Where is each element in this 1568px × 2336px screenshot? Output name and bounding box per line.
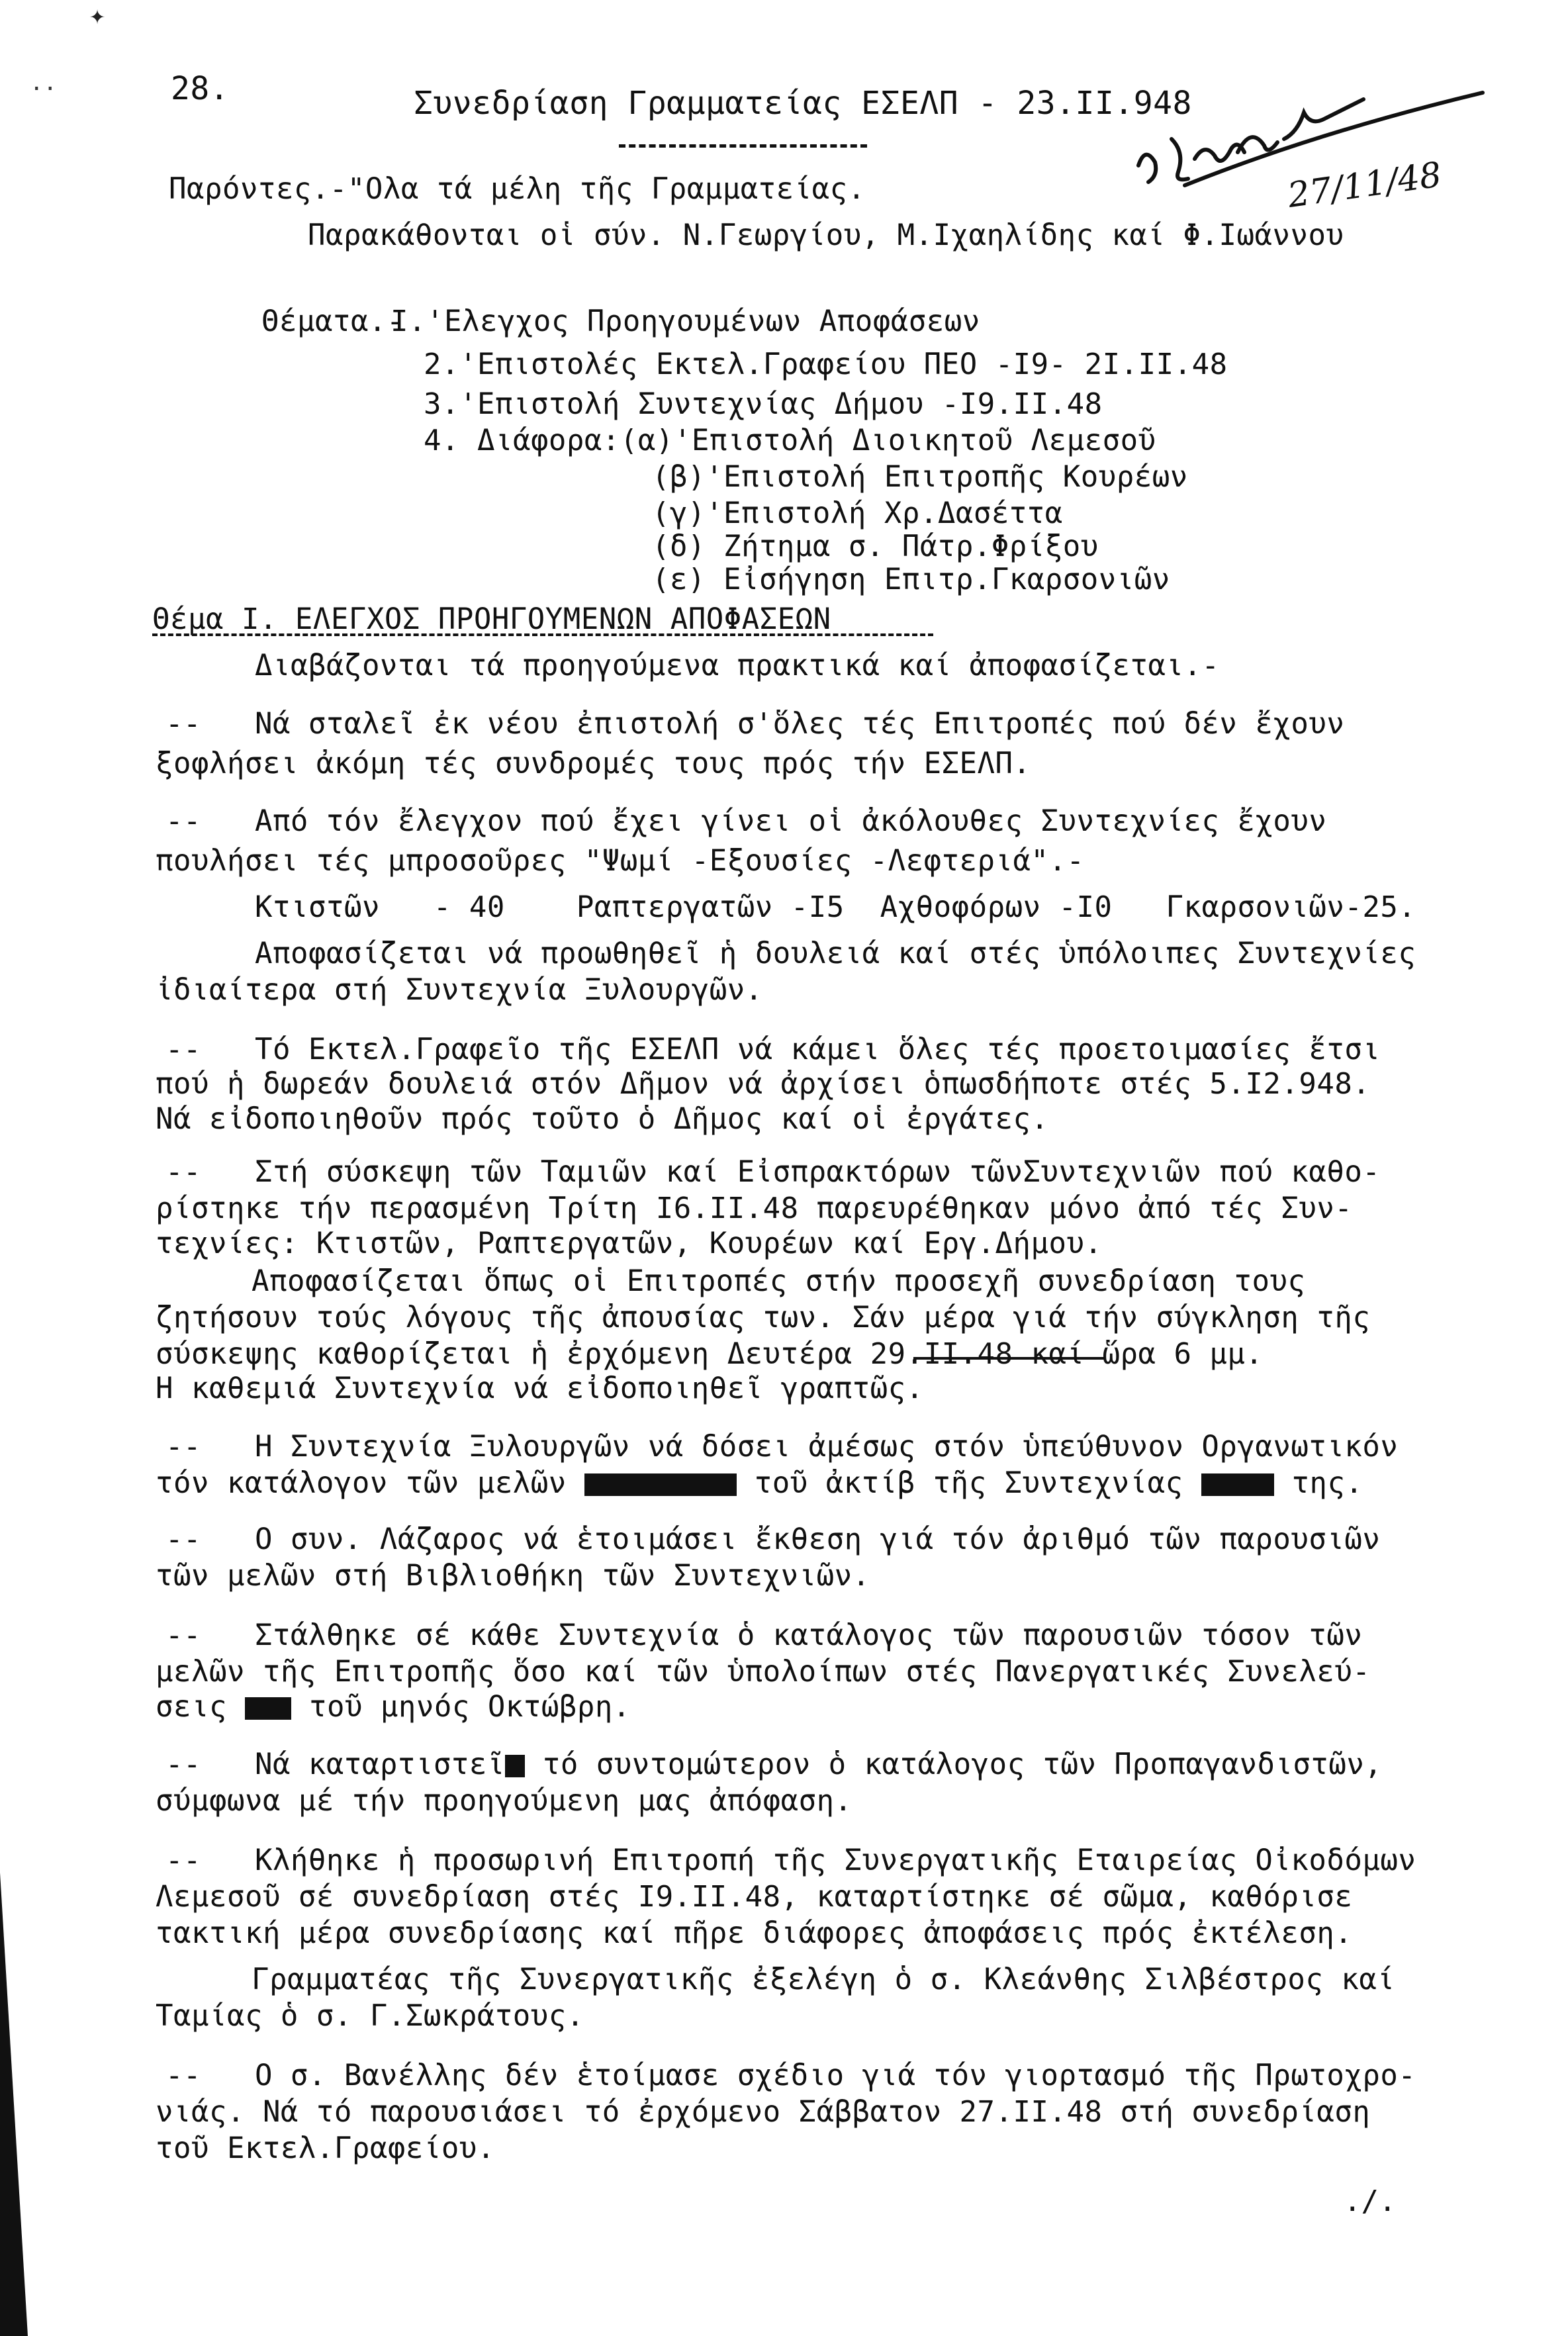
body-p8-line-2: τόν κατάλογον τῶν μελῶν τοῦ ἀκτίβ τῆς Συντεχνίας της. bbox=[156, 1466, 1363, 1500]
body-p7-line-7: Η καθεμιά Συντεχνία νά εἰδοποιηθεῖ γραπτῶς. bbox=[156, 1372, 924, 1405]
body-p11-line-1: -- Νά καταρτιστεῖ τό συντομώτερον ὁ κατάλογος τῶν Προπαγανδιστῶν, bbox=[165, 1748, 1383, 1781]
body-p9-line-2: τῶν μελῶν στή Βιβλιοθήκη τῶν Συντεχνιῶν. bbox=[156, 1559, 870, 1593]
agenda-item-1: I.'Ελεγχος Προηγουμένων Αποφάσεων bbox=[391, 304, 980, 338]
body-p2-line-1: -- Νά σταλεῖ ἐκ νέου ἐπιστολή σ'ὅλες τές Επιτροπές πού δέν ἔχουν bbox=[165, 707, 1345, 741]
title-underline bbox=[619, 144, 867, 148]
agenda-lead: Θέματα.- bbox=[261, 304, 404, 338]
document-title: Συνεδρίαση Γραμματείας ΕΣΕΛΠ - 23.II.948 bbox=[414, 85, 1192, 122]
agenda-item-4: 4. Διάφορα:(α)'Επιστολή Διοικητοῦ Λεμεσοῦ bbox=[424, 424, 1156, 457]
attendance-present: Παρόντες.-"Ολα τά μέλη τῆς Γραμματείας. bbox=[169, 172, 866, 206]
agenda-item-3: 3.'Επιστολή Συντεχνίας Δήμου -I9.II.48 bbox=[424, 387, 1103, 421]
scan-edge-shadow bbox=[0, 1873, 28, 2336]
body-p5-line-1: Αποφασίζεται νά προωθηθεῖ ἡ δουλειά καί στές ὑπόλοιπες Συντεχνίες bbox=[255, 937, 1416, 970]
continuation-mark: ./. bbox=[1344, 2184, 1397, 2218]
section-heading-underline bbox=[152, 633, 933, 636]
body-p6-line-1: -- Τό Εκτελ.Γραφεῖο τῆς ΕΣΕΛΠ νά κάμει ὅλες τές προετοιμασίες ἔτσι bbox=[165, 1033, 1381, 1066]
body-p7-line-4: Αποφασίζεται ὅπως οἱ Επιτροπές στήν προσεχῆ συνεδρίαση τους bbox=[252, 1264, 1306, 1298]
body-paragraph-1: Διαβάζονται τά προηγούμενα πρακτικά καί ἀποφασίζεται.- bbox=[255, 649, 1220, 682]
body-p7-line-5: ζητήσουν τούς λόγους τῆς ἀπουσίας των. Σάν μέρα γιά τήν σύγκληση τῆς bbox=[156, 1301, 1371, 1334]
body-p13-line-1: Γραμματέας τῆς Συνεργατικῆς ἐξελέγη ὁ σ. Κλεάνθης Σιλβέστρος καί bbox=[252, 1963, 1395, 1996]
body-p12-line-1: -- Κλήθηκε ἡ προσωρινή Επιτροπή τῆς Συνεργατικῆς Εταιρείας Οἰκοδόμων bbox=[165, 1844, 1416, 1877]
body-p3-line-1: -- Από τόν ἔλεγχον πού ἔχει γίνει οἱ ἀκόλουθες Συντεχνίες ἔχουν bbox=[165, 804, 1327, 838]
agenda-item-2: 2.'Επιστολές Εκτελ.Γραφείου ΠΕΟ -I9- 2I.II.48 bbox=[424, 348, 1228, 381]
corner-mark: ✦ bbox=[89, 0, 106, 30]
body-p6-line-2: πού ἡ δωρεάν δουλειά στόν Δῆμον νά ἀρχίσει ὁπωσδήποτε στές 5.I2.948. bbox=[156, 1067, 1371, 1101]
body-p9-line-1: -- Ο συν. Λάζαρος νά ἑτοιμάσει ἔκθεση γιά τόν ἀριθμό τῶν παρουσιῶν bbox=[165, 1522, 1381, 1556]
body-p10-line-3: σεις τοῦ μηνός Οκτώβρη. bbox=[156, 1690, 631, 1724]
body-p12-line-2: Λεμεσοῦ σέ συνεδρίαση στές I9.II.48, καταρτίστηκε σέ σῶμα, καθόρισε bbox=[156, 1880, 1353, 1914]
body-p14-line-2: νιάς. Νά τό παρουσιάσει τό ἐρχόμενο Σάββατον 27.II.48 στή συνεδρίαση bbox=[156, 2095, 1371, 2129]
meeting-date-underline bbox=[913, 1357, 1105, 1360]
section-heading: Θέμα I. ΕΛΕΓΧΟΣ ΠΡΟΗΓΟΥΜΕΝΩΝ ΑΠΟΦΑΣΕΩΝ bbox=[152, 602, 831, 636]
page-number: 28. bbox=[171, 70, 230, 107]
body-p7-line-3: τεχνίες: Κτιστῶν, Ραπτεργατῶν, Κουρέων καί Εργ.Δήμου. bbox=[156, 1227, 1103, 1260]
body-p14-line-3: τοῦ Εκτελ.Γραφείου. bbox=[156, 2131, 495, 2165]
agenda-subitem-c: (γ)'Επιστολή Χρ.Δασέττα bbox=[652, 496, 1063, 530]
body-p5-line-2: ἰδιαίτερα στή Συντεχνία Ξυλουργῶν. bbox=[156, 973, 763, 1007]
agenda-subitem-d: (δ) Ζήτημα σ. Πάτρ.Φρίξου bbox=[652, 530, 1099, 563]
body-p14-line-1: -- Ο σ. Βανέλλης δέν ἑτοίμασε σχέδιο γιά τόν γιορτασμό τῆς Πρωτοχρο- bbox=[165, 2059, 1416, 2092]
agenda-subitem-e: (ε) Εἰσήγηση Επιτρ.Γκαρσονιῶν bbox=[652, 563, 1170, 596]
body-p4: Κτιστῶν - 40 Ραπτεργατῶν -I5 Αχθοφόρων -I0 Γκαρσονιῶν-25. bbox=[255, 890, 1416, 924]
body-p12-line-3: τακτική μέρα συνεδρίασης καί πῆρε διάφορες ἀποφάσεις πρός ἐκτέλεση. bbox=[156, 1916, 1353, 1950]
body-p7-line-1: -- Στή σύσκεψη τῶν Ταμιῶν καί Εἰσπρακτόρων τῶνΣυντεχνιῶν πού καθο- bbox=[165, 1155, 1381, 1189]
body-p8-line-1: -- Η Συντεχνία Ξυλουργῶν νά δόσει ἀμέσως στόν ὑπεύθυνον Οργανωτικόν bbox=[165, 1430, 1399, 1464]
margin-dots: .. bbox=[30, 70, 57, 96]
handwritten-date: 27/11/48 bbox=[1285, 155, 1444, 216]
body-p7-line-2: ρίστηκε τήν περασμένη Τρίτη I6.II.48 παρευρέθηκαν μόνο ἀπό τές Συν- bbox=[156, 1191, 1353, 1225]
body-p10-line-1: -- Στάλθηκε σέ κάθε Συντεχνία ὁ κατάλογος τῶν παρουσιῶν τόσον τῶν bbox=[165, 1618, 1363, 1652]
body-p11-line-2: σύμφωνα μέ τήν προηγούμενη μας ἀπόφαση. bbox=[156, 1784, 853, 1818]
body-p2-line-2: ξοφλήσει ἀκόμη τές συνδρομές τους πρός τήν ΕΣΕΛΠ. bbox=[156, 747, 1031, 780]
body-p10-line-2: μελῶν τῆς Επιτροπῆς ὅσο καί τῶν ὑπολοίπων στές Πανεργατικές Συνελεύ- bbox=[156, 1655, 1371, 1689]
body-p3-line-2: πουλήσει τές μπροσοῦρες "Ψωμί -Εξουσίες -Λεφτεριά".- bbox=[156, 844, 1085, 878]
agenda-subitem-b: (β)'Επιστολή Επιτροπῆς Κουρέων bbox=[652, 460, 1188, 494]
attendance-attending: Παρακάθονται οἱ σύν. Ν.Γεωργίου, Μ.Ιχαηλίδης καί Φ.Ιωάννου bbox=[308, 218, 1344, 252]
redacted-text bbox=[1201, 1473, 1274, 1496]
redacted-text bbox=[245, 1697, 291, 1720]
body-p6-line-3: Νά εἰδοποιηθοῦν πρός τοῦτο ὁ Δῆμος καί οἱ ἐργάτες. bbox=[156, 1102, 1049, 1136]
body-p7-line-6: σύσκεψης καθορίζεται ἡ ἐρχόμενη Δευτέρα 29.II.48 καί ὥρα 6 μμ. bbox=[156, 1337, 1264, 1371]
redacted-text bbox=[584, 1473, 737, 1496]
redacted-text bbox=[505, 1755, 525, 1777]
body-p13-line-2: Ταμίας ὁ σ. Γ.Σωκράτους. bbox=[156, 1999, 584, 2033]
